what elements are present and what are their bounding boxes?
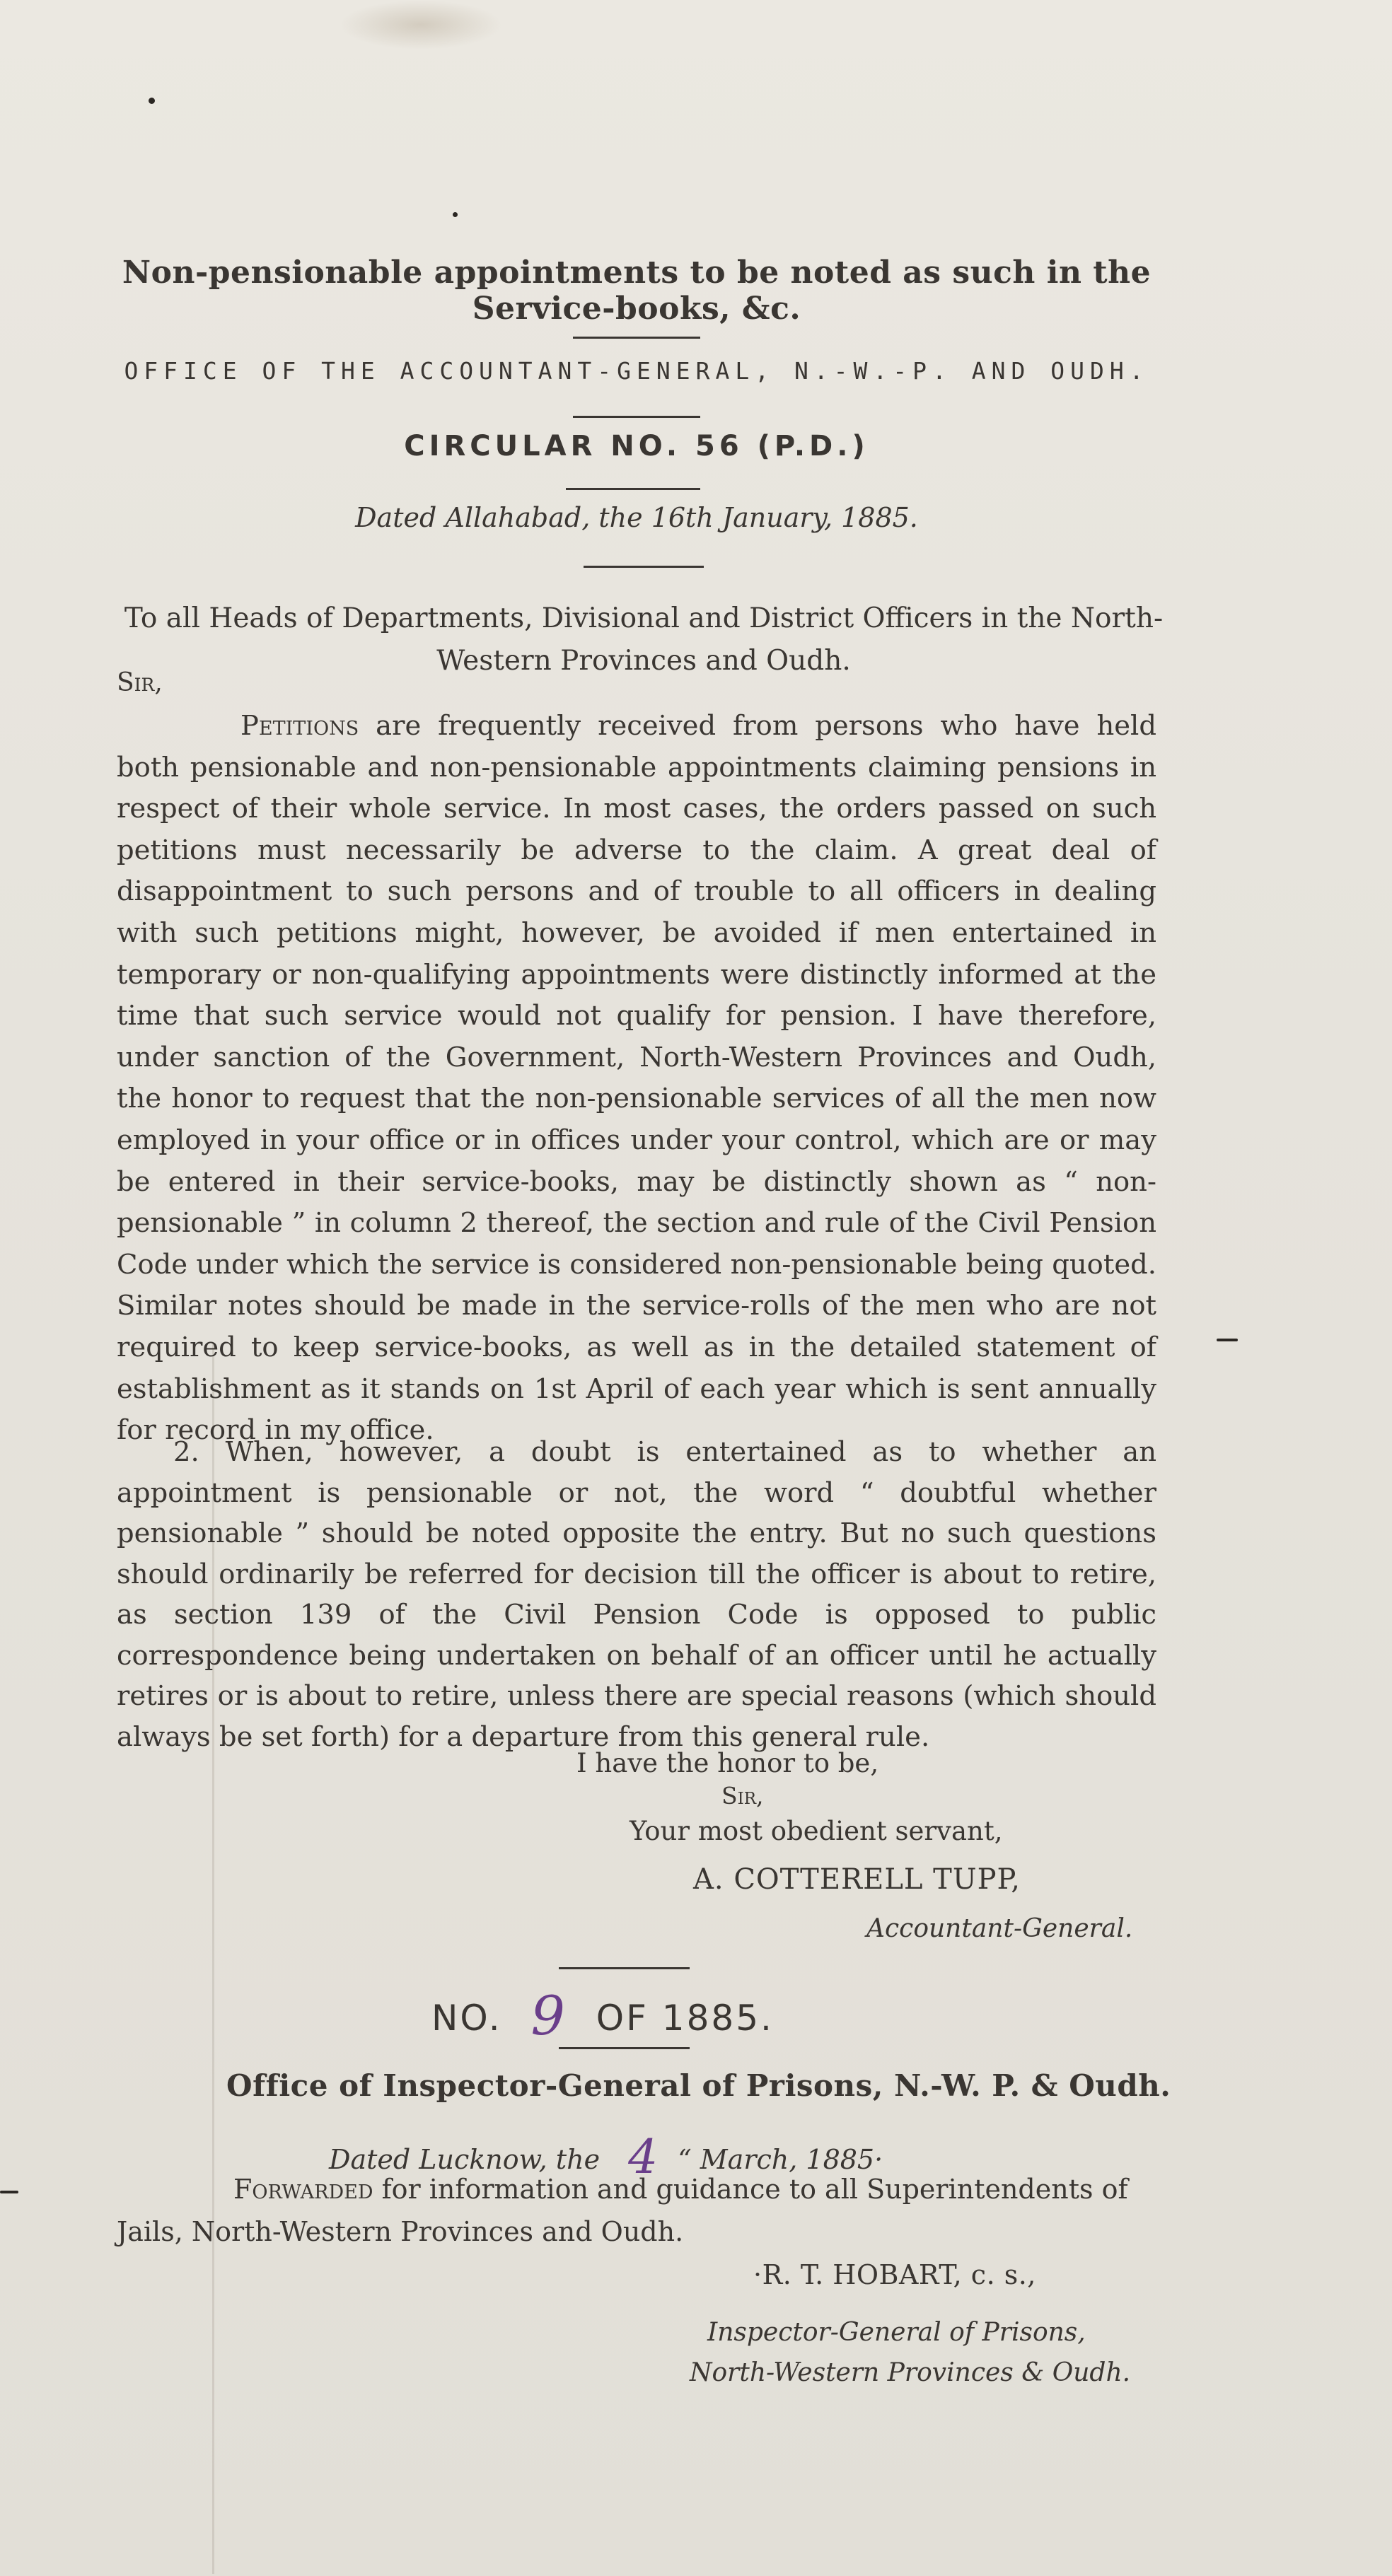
handwritten-day: 4 xyxy=(628,2130,659,2184)
closing-servant: Your most obedient servant, xyxy=(630,1816,1003,1846)
ink-speck xyxy=(453,212,458,217)
endorsement-no-suffix: OF 1885. xyxy=(596,1998,774,2039)
handwritten-number: 9 xyxy=(530,1984,567,2047)
margin-mark xyxy=(1217,1339,1238,1341)
endorsement-date-prefix: Dated Lucknow, the xyxy=(329,2144,601,2175)
forwarding-text: for information and guidance to all Superintendents of Jails, North-Western Provinces and Oudh. xyxy=(117,2174,1128,2247)
signatory-name: A. COTTERELL TUPP, xyxy=(693,1863,1021,1896)
circular-title: Non-pensionable appointments to be noted as such in the Service-books, &c. xyxy=(122,255,1152,327)
closing-sir: Sir, xyxy=(721,1782,764,1809)
endorsement-signatory: ·R. T. HOBART, c. s., xyxy=(753,2259,1036,2290)
endorsement-date-suffix: “ March, 1885· xyxy=(678,2144,883,2175)
endorsement-no-prefix: NO. xyxy=(431,1998,502,2039)
ink-speck xyxy=(149,98,155,104)
paragraph-1-text: are frequently received from persons who have held both pensionable and non-pensionable appointments claiming pensions in respect of their whole service. In most cases, the orders passed on such petitions must necessarily be adverse to the claim. A great deal of disappointment to such persons and of trouble to all officers in dealing with such petitions might, however, be avoided if men entertained in temporary or non-qualifying appointments were distinctly informed at the time that such service would not qualify for pension. I have therefore, under sanction of the Government, North-Western Provinces and Oudh, the honor to request that the non-pensionable services of all the men now employed in your office or in offices under your control, which are or may be entered in their service-books, may be distinctly shown as “ non-pensionable ” in column 2 thereof, the section and rule of the Civil Pension Code under which the service is considered non-pensionable being quoted. Similar notes should be made in the service-rolls of the men who are not required to keep service-books, as well as in the detailed statement of establishment as it stands on 1st April of each year which is sent annually for record in my office. xyxy=(117,710,1156,1447)
addressee: To all Heads of Departments, Divisional and District Officers in the North-Western Provinces and Oudh. xyxy=(124,602,1164,677)
endorsing-office: Office of Inspector-General of Prisons, N.-W. P. & Oudh. xyxy=(226,2068,1171,2103)
circular-date: Dated Allahabad, the 16th January, 1885. xyxy=(355,502,918,533)
closing-line: I have the honor to be, xyxy=(576,1748,879,1778)
forwarding-note xyxy=(117,2168,1135,2253)
header-rule xyxy=(566,488,700,490)
endorsement-designation-2: North-Western Provinces & Oudh. xyxy=(690,2358,1131,2387)
header-rule xyxy=(584,566,704,568)
salutation: Sir, xyxy=(117,668,163,697)
endorsement-number xyxy=(431,1980,774,2047)
paragraph-1 xyxy=(117,706,1156,1452)
endorsement-rule xyxy=(559,2047,690,2049)
circular-number: CIRCULAR NO. 56 (P.D.) xyxy=(404,430,869,462)
endorsement-rule xyxy=(559,1967,690,1969)
header-rule xyxy=(573,337,700,339)
issuing-office: OFFICE OF THE ACCOUNTANT-GENERAL, N.-W.-P. AND OUDH. xyxy=(124,357,1149,385)
paper-stain xyxy=(340,0,502,49)
endorsement-designation-1: Inspector-General of Prisons, xyxy=(707,2318,1086,2347)
paragraph-2: 2. When, however, a doubt is entertained as to whether an appointment is pensionable or not, the word “ doubtful whether pensionable ” should be noted opposite the entry. But no such questions should ordinarily be referred for decision till the officer is about to retire, as section 139 of the Civil Pension Code is opposed to public correspondence being undertaken on behalf of an officer until he actually retires or is about to retire, unless there are special reasons (which should always be set forth) for a departure from this general rule. xyxy=(117,1436,1156,1753)
signatory-designation: Accountant-General. xyxy=(866,1914,1133,1943)
paragraph-1-lead: Petitions xyxy=(240,710,359,742)
forwarding-lead: Forwarded xyxy=(233,2174,373,2205)
margin-mark xyxy=(0,2191,18,2193)
header-rule xyxy=(573,416,700,418)
